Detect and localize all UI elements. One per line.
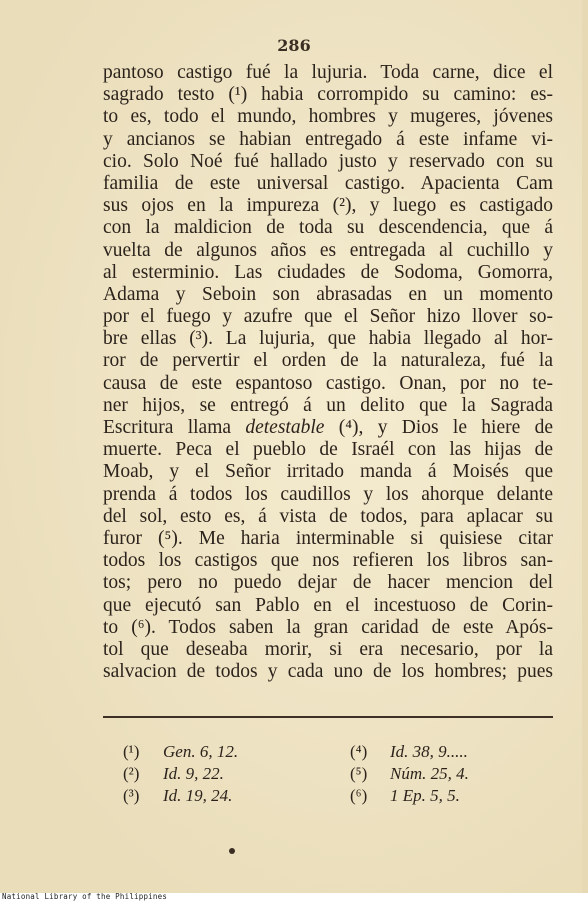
page-number: 286: [277, 36, 311, 55]
footnote-reference: Gen. 6, 12.: [163, 742, 239, 761]
text-line: salvacion de todos y cada uno de los hombres; pues: [103, 661, 553, 683]
footnote-marker: (⁶): [350, 786, 368, 805]
text-line: cio. Solo Noé fué hallado justo y reservado con su: [103, 150, 553, 172]
text-line: y ancianos se habian entregado á este infame vi-: [103, 128, 553, 150]
text-line: tol que deseaba morir, si era necesario, por la: [103, 638, 553, 660]
text-line: que ejecutó san Pablo en el incestuoso de Corin-: [103, 594, 553, 616]
text-line: to (⁶). Todos saben la gran caridad de este Após-: [103, 616, 553, 638]
text-line: vuelta de algunos años es entregada al cuchillo y: [103, 239, 553, 261]
footnote: [123, 785, 238, 807]
text-line: furor (⁵). Me haria interminable si quisiese citar: [103, 527, 553, 549]
text-line: causa de este espantoso castigo. Onan, por no te-: [103, 372, 553, 394]
text-line: sagrado testo (¹) habia corrompido su camino: es-: [103, 84, 553, 106]
text-line: sus ojos en la impureza (²), y luego es castigado: [103, 195, 553, 217]
text-line: Moab, y el Señor irritado manda á Moisés que: [103, 461, 553, 483]
footnote-marker: (⁴): [350, 742, 368, 761]
ornament-dot: [229, 848, 235, 854]
text-line: Adama y Seboin son abrasadas en un momento: [103, 283, 553, 305]
footnote: [123, 763, 238, 785]
footnote: [123, 741, 238, 763]
text-line: todos los castigos que nos refieren los libros san-: [103, 550, 553, 572]
text-line: por el fuego y azufre que el Señor hizo llover so-: [103, 306, 553, 328]
text-line: bre ellas (³). La lujuria, que habia llegado al hor-: [103, 328, 553, 350]
footnote: [350, 785, 469, 807]
footnote: [350, 741, 469, 763]
body-text: [103, 62, 553, 683]
footnote-reference: Id. 38, 9.....: [390, 742, 468, 761]
text-line: Escritura llama detestable (⁴), y Dios le hiere de: [103, 417, 554, 438]
text-line: prenda á todos los caudillos y los ahorque delante: [103, 483, 553, 505]
text-line: tos; pero no puedo dejar de hacer mencion del: [103, 572, 553, 594]
page-edge: [582, 0, 588, 893]
text-line: con la maldicion de toda su descendencia, que á: [103, 217, 553, 239]
footnote-reference: Id. 19, 24.: [163, 786, 233, 805]
library-credit: National Library of the Philippines: [2, 892, 168, 901]
footnote-reference: Núm. 25, 4.: [390, 764, 469, 783]
text-line: al esterminio. Las ciudades de Sodoma, Gomorra,: [103, 261, 553, 283]
text-line: familia de este universal castigo. Apacienta Cam: [103, 172, 553, 194]
footnote-marker: (³): [123, 786, 140, 805]
text-line: del sol, esto es, á vista de todos, para aplacar su: [103, 505, 553, 527]
footnotes-right-column: [350, 741, 469, 807]
emphasized-word: detestable: [245, 417, 325, 438]
footnote-reference: 1 Ep. 5, 5.: [390, 786, 460, 805]
footnote-marker: (⁵): [350, 764, 368, 783]
footnote-marker: (²): [123, 764, 140, 783]
text-line: muerte. Peca el pueblo de Israél con las hijas de: [103, 439, 553, 461]
footnote-marker: (¹): [123, 742, 140, 761]
text-line: pantoso castigo fué la lujuria. Toda carne, dice el: [103, 62, 553, 83]
footnotes-left-column: [123, 741, 238, 807]
footnote-rule: [103, 716, 553, 718]
text-line: ror de pervertir el orden de la naturaleza, fué la: [103, 350, 553, 372]
footnote-reference: Id. 9, 22.: [163, 764, 224, 783]
text-line: ner hijos, se entregó á un delito que la Sagrada: [103, 394, 553, 416]
text-line: to es, todo el mundo, hombres y mugeres, jóvenes: [103, 106, 553, 128]
footnote: [350, 763, 469, 785]
